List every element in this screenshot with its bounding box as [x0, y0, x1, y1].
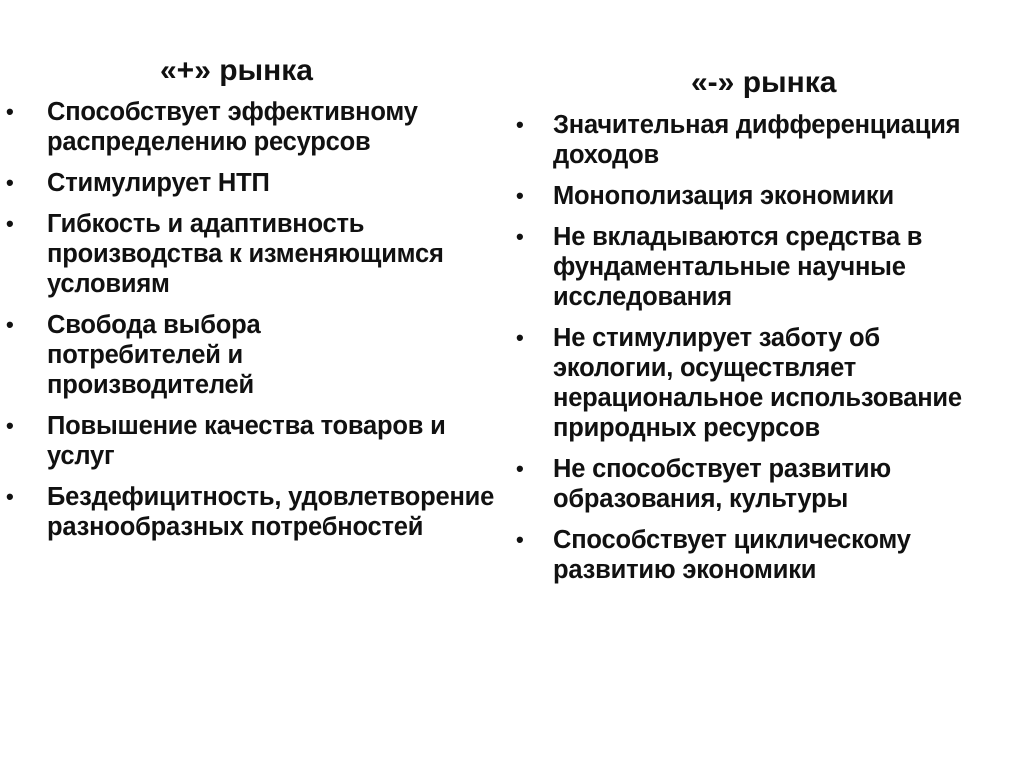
bullet-icon: • [516, 224, 524, 249]
list-item-text: Стимулирует НТП [47, 169, 270, 197]
cons-title: «-» рынка [691, 66, 837, 99]
list-item-text: Не вкладываются средства в фундаментальные научные исследования [553, 223, 923, 311]
bullet-icon: • [516, 456, 524, 481]
list-item [0, 168, 505, 198]
bullet-icon: • [516, 112, 524, 137]
list-item [510, 323, 973, 443]
list-item [510, 454, 983, 514]
list-item [510, 110, 973, 170]
cons-list [510, 110, 1010, 596]
bullet-icon: • [6, 211, 14, 236]
bullet-icon: • [6, 99, 14, 124]
list-item [510, 222, 1013, 312]
list-item-text: Гибкость и адаптивность производства к изменяющимся условиям [47, 210, 444, 298]
list-item-text: Способствует эффективному распределению ресурсов [47, 98, 418, 156]
list-item-text: Свобода выбора потребителей и производителей [47, 311, 261, 399]
list-item-text: Не способствует развитию образования, культуры [553, 455, 891, 513]
bullet-icon: • [516, 325, 524, 350]
bullet-icon: • [6, 413, 14, 438]
list-item [510, 525, 1003, 585]
list-item-text: Повышение качества товаров и услуг [47, 412, 446, 470]
bullet-icon: • [6, 312, 14, 337]
list-item [0, 97, 477, 157]
bullet-icon: • [516, 183, 524, 208]
pros-title: «+» рынка [160, 54, 313, 87]
list-item [0, 482, 497, 542]
list-item-text: Не стимулирует заботу об экологии, осуществляет нерациональное использование природных ресурсов [553, 324, 962, 442]
pros-list [0, 97, 505, 553]
bullet-icon: • [516, 527, 524, 552]
list-item [0, 310, 347, 400]
list-item-text: Способствует циклическому развитию экономики [553, 526, 911, 584]
bullet-icon: • [6, 170, 14, 195]
bullet-icon: • [6, 484, 14, 509]
list-item-text: Значительная дифференциация доходов [553, 111, 961, 169]
list-item [510, 181, 1013, 211]
list-item-text: Бездефицитность, удовлетворение разнообразных потребностей [47, 483, 495, 541]
list-item-text: Монополизация экономики [553, 182, 894, 210]
list-item [0, 209, 447, 299]
list-item [0, 411, 497, 471]
